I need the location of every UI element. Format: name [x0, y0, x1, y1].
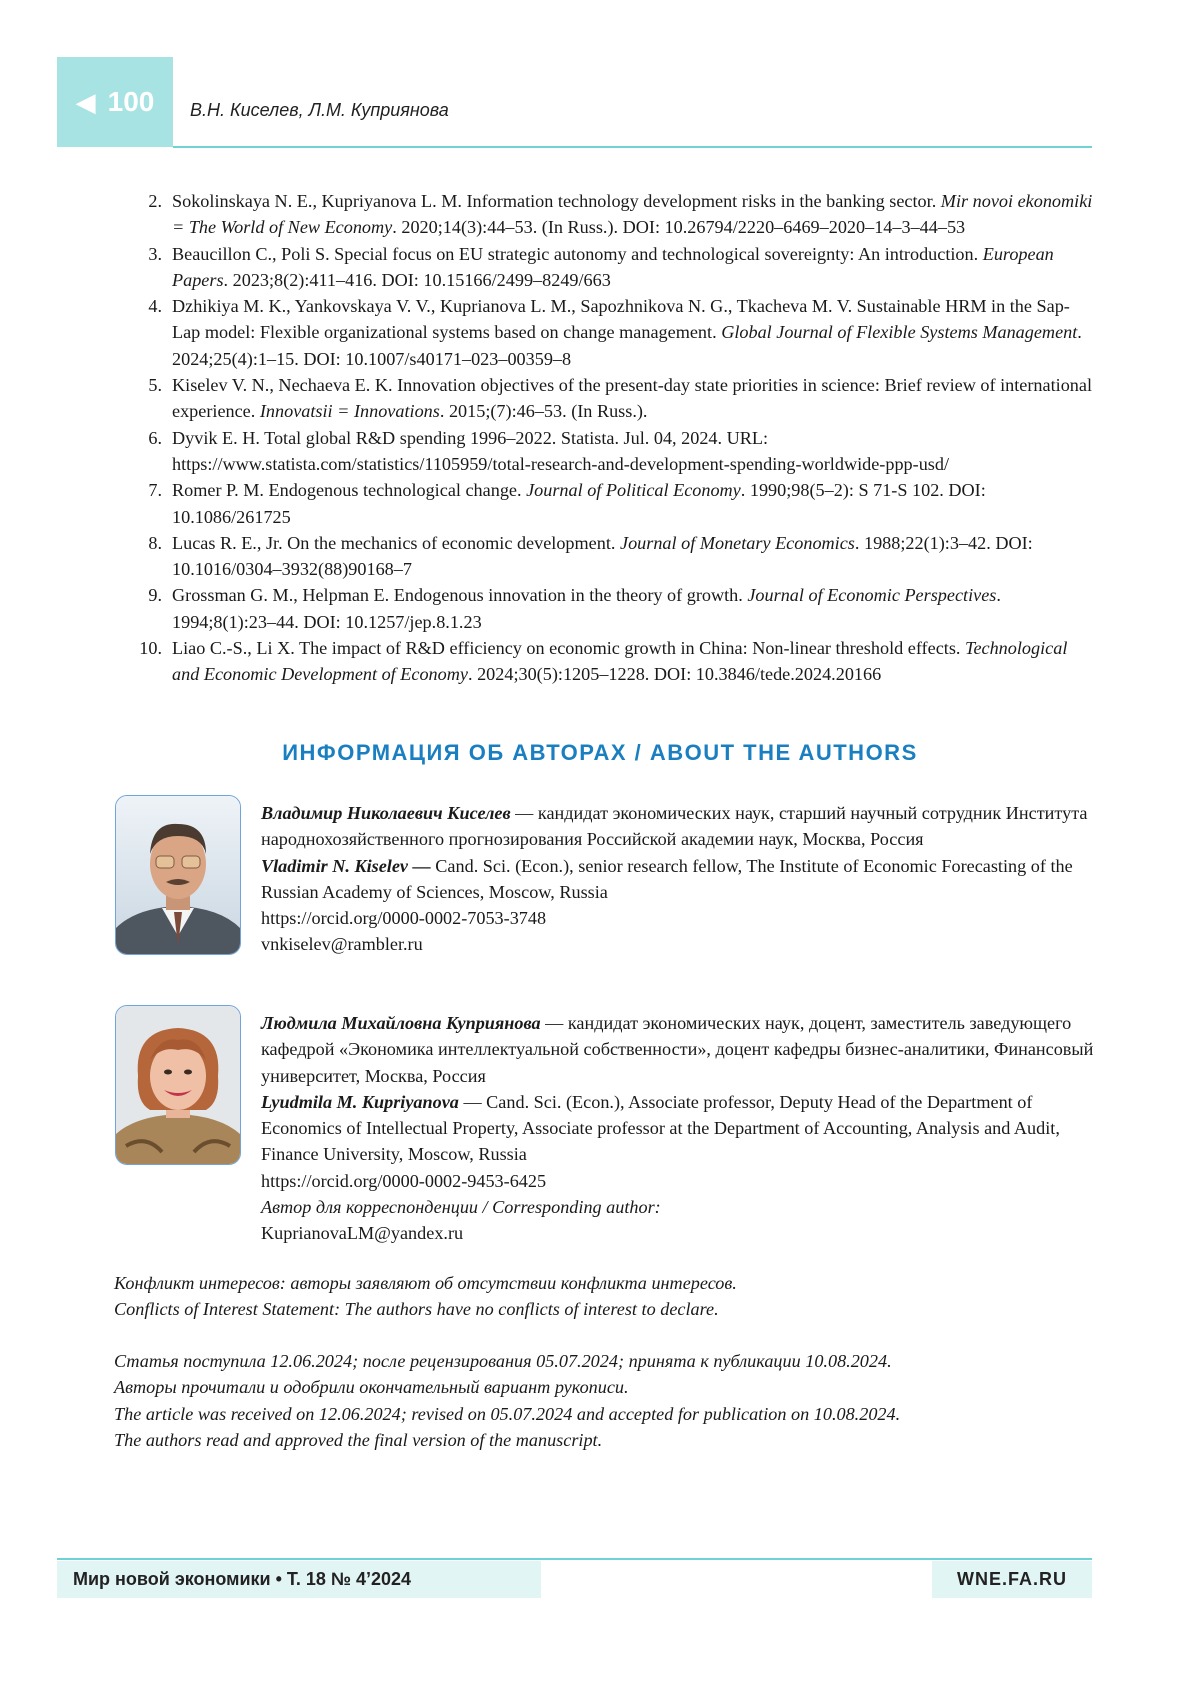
reference-details: . 2023;8(2):411–416. DOI: 10.15166/2499–8249/663: [223, 269, 611, 290]
reference-text: Lucas R. E., Jr. On the mechanics of economic development.: [172, 532, 620, 553]
author-photo-kiselev: [115, 795, 241, 955]
reference-item: [130, 635, 1098, 688]
history-ru-dates: Статья поступила 12.06.2024; после рецензирования 05.07.2024; принята к публикации 10.08.2024.: [114, 1351, 892, 1371]
reference-journal: Journal of Economic Perspectives: [747, 585, 997, 606]
reference-journal: Journal of Political Economy: [526, 480, 741, 501]
reference-text: Liao C.-S., Li X. The impact of R&D efficiency on economic growth in China: Non-linear threshold effects.: [172, 638, 965, 659]
reference-number: 4.: [148, 296, 162, 317]
reference-text: Dyvik E. H. Total global R&D spending 1996–2022. Statista. Jul. 04, 2024. URL: https://www.statista.com/statistics/1105959/total-research-and-development-spending-worldwide-ppp-usd/: [172, 427, 950, 474]
reference-details: . 2024;25(4):1–15. DOI: 10.1007/s40171–023–00359–8: [172, 322, 1082, 369]
reference-number: 6.: [148, 427, 162, 448]
reference-journal: European Papers: [172, 243, 1054, 290]
reference-journal: Innovatsii = Innovations: [259, 401, 440, 422]
reference-item: [130, 188, 1098, 241]
portrait-photo-icon: [116, 796, 240, 954]
reference-item: [130, 241, 1098, 294]
author-desc-ru: — кандидат экономических наук, старший научный сотрудник Института народнохозяйственного прогнозирования Российской академии наук, Москва, Россия: [261, 803, 1088, 850]
triangle-left-icon: ◀: [75, 87, 96, 117]
reference-number: 3.: [148, 243, 162, 264]
portrait-photo-icon: [116, 1006, 240, 1164]
reference-number: 10.: [139, 638, 162, 659]
reference-list: [130, 188, 1098, 688]
author-desc-ru: — кандидат экономических наук, доцент, заместитель заведующего кафедрой «Экономика интеллектуальной собственности», доцент кафедры бизнес-аналитики, Финансовый университет, Москва, Россия: [261, 1013, 1094, 1086]
reference-text: Kiselev V. N., Nechaeva E. K. Innovation objectives of the present-day state priorities in science: Brief review of international experience.: [172, 375, 1093, 422]
reference-item: [130, 582, 1098, 635]
author-desc-en: — Cand. Sci. (Econ.), Associate professor, Deputy Head of the Department of Economics of Intellectual Property, Associate professor at the Department of Accounting, Analysis and Audit, Finance University, Moscow, Russia: [261, 1091, 1060, 1165]
reference-text: Sokolinskaya N. E., Kupriyanova L. M. Information technology development risks in the banking sector.: [172, 191, 941, 211]
conflicts-en: Conflicts of Interest Statement: The authors have no conflicts of interest to declare.: [114, 1299, 719, 1320]
reference-text: Grossman G. M., Helpman E. Endogenous innovation in the theory of growth.: [172, 585, 748, 606]
reference-item: [130, 477, 1098, 530]
reference-journal: Mir novoi ekonomiki = The World of New Economy: [172, 191, 1093, 238]
author-photo-kupriyanova: [115, 1005, 241, 1165]
author-name-ru: Людмила Михайловна Куприянова: [261, 1013, 541, 1033]
reference-journal: Journal of Monetary Economics: [620, 532, 855, 553]
reference-details: . 2020;14(3):44–53. (In Russ.). DOI: 10.26794/2220–6469–2020–14–3–44–53: [392, 217, 966, 238]
reference-journal: Global Journal of Flexible Systems Management: [721, 322, 1078, 343]
reference-number: 5.: [148, 375, 162, 396]
footer-journal-info: Мир новой экономики • Т. 18 № 4’2024: [57, 1561, 541, 1598]
reference-number: 8.: [148, 532, 162, 553]
conflicts-ru: Конфликт интересов: авторы заявляют об отсутствии конфликта интересов.: [114, 1273, 737, 1293]
author-info-kiselev: [261, 800, 1099, 958]
reference-details: . 1988;22(1):3–42. DOI: 10.1016/0304–3932(88)90168–7: [172, 532, 1033, 580]
author-name-en: Lyudmila M. Kupriyanova: [261, 1091, 459, 1112]
reference-details: . 2024;30(5):1205–1228. DOI: 10.3846/tede.2024.20166: [467, 664, 882, 685]
reference-details: . 1990;98(5–2): S 71-S 102. DOI: 10.1086/261725: [172, 480, 986, 527]
author-orcid[interactable]: https://orcid.org/0000-0002-7053-3748: [261, 908, 547, 929]
article-history: [114, 1348, 1094, 1453]
reference-text: Dzhikiya M. K., Yankovskaya V. V., Kuprianova L. M., Sapozhnikova N. G., Tkacheva M. V. Sustainable HRM in the Sap-Lap model: Flexible organizational systems based on change management.: [172, 296, 1070, 343]
header-rule: [173, 146, 1092, 148]
reference-text: Beaucillon C., Poli S. Special focus on EU strategic autonomy and technological sovereignty: An introduction.: [172, 243, 983, 264]
history-ru-approval: Авторы прочитали и одобрили окончательный вариант рукописи.: [114, 1377, 629, 1398]
reference-journal: Technological and Economic Development of Economy: [172, 638, 1068, 685]
running-head-authors: В.Н. Киселев, Л.М. Куприянова: [190, 100, 449, 120]
reference-item: [130, 425, 1098, 478]
reference-text: Romer P. M. Endogenous technological change.: [172, 480, 527, 501]
conflicts-statement: [114, 1270, 1094, 1323]
history-en-dates: The article was received on 12.06.2024; revised on 05.07.2024 and accepted for publication on 10.08.2024.: [114, 1403, 901, 1424]
footer-website[interactable]: WNE.FA.RU: [932, 1561, 1092, 1598]
footer-rule: [57, 1558, 1092, 1560]
author-info-kupriyanova: [261, 1010, 1099, 1247]
reference-item: [130, 293, 1098, 372]
reference-item: [130, 372, 1098, 425]
reference-number: 2.: [148, 191, 162, 211]
reference-details: . 2015;(7):46–53. (In Russ.).: [439, 401, 648, 422]
authors-section-title: ИНФОРМАЦИЯ ОБ АВТОРАХ / ABOUT THE AUTHORS: [282, 740, 918, 765]
history-en-approval: The authors read and approved the final version of the manuscript.: [114, 1429, 603, 1450]
reference-number: 9.: [148, 585, 162, 606]
author-email[interactable]: vnkiselev@rambler.ru: [261, 934, 423, 955]
reference-number: 7.: [148, 480, 162, 501]
reference-item: [130, 530, 1098, 583]
corresponding-author-label: Автор для корреспонденции / Corresponding author:: [261, 1197, 661, 1218]
author-name-en: Vladimir N. Kiselev —: [261, 855, 431, 876]
author-desc-en: Cand. Sci. (Econ.), senior research fellow, The Institute of Economic Forecasting of the Russian Academy of Sciences, Moscow, Russia: [261, 855, 1073, 902]
author-orcid[interactable]: https://orcid.org/0000-0002-9453-6425: [261, 1170, 547, 1191]
reference-details: . 1994;8(1):23–44. DOI: 10.1257/jep.8.1.23: [172, 585, 1001, 632]
page-number: 100: [107, 86, 155, 117]
author-email[interactable]: KuprianovaLM@yandex.ru: [261, 1223, 464, 1244]
page-number-tab: [57, 57, 173, 147]
author-name-ru: Владимир Николаевич Киселев: [261, 803, 511, 823]
